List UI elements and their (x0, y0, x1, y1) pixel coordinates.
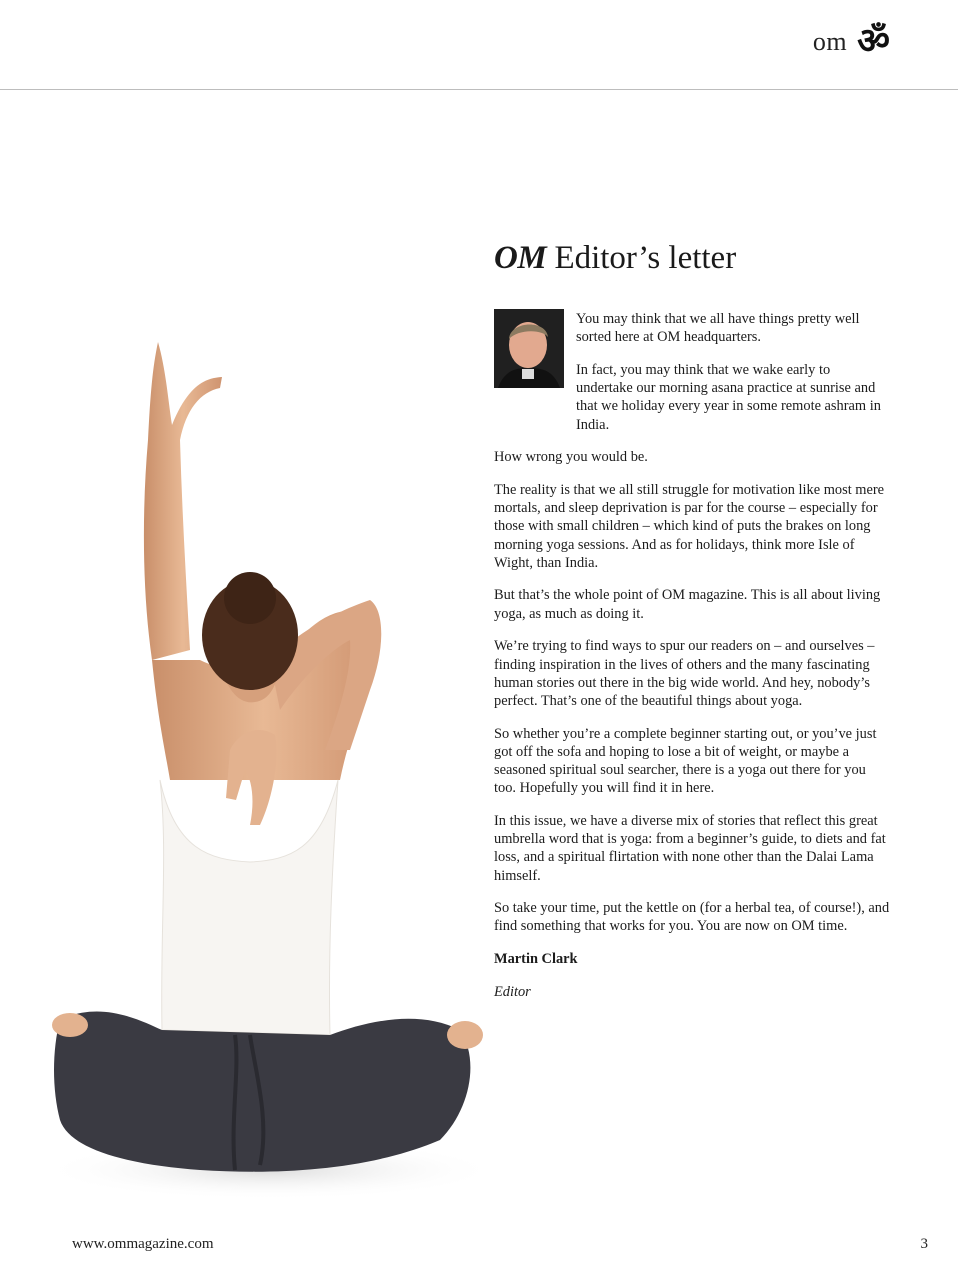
title-emphasis: OM (494, 240, 547, 276)
masthead (812, 21, 890, 62)
header-divider (0, 89, 958, 90)
letter-paragraph: We’re trying to find ways to spur our readers on – and ourselves – finding inspiration in the lives of others and the many fascinating human stories out there in the big wide world. And hey, nobody’s perfect. That’s one of the beautiful things about yoga. (494, 638, 875, 709)
letter-paragraph (494, 361, 890, 434)
letter-paragraph: In this issue, we have a diverse mix of stories that reflect this great umbrella word that is yoga: from a beginner’s guide, to diets and fat loss, and a spiritual flirtation with none other than the Dalai Lama himself. (494, 812, 886, 884)
signature-name: Martin Clark (494, 951, 578, 968)
tank-top (160, 780, 338, 1035)
page-number: 3 (920, 1236, 928, 1252)
letter-paragraph-text: In fact, you may think that we wake early to undertake our morning asana practice at sunrise and that we holiday every year in some remote ashram in India. (576, 361, 881, 433)
letter-paragraph: How wrong you would be. (494, 449, 648, 466)
letter-paragraph: But that’s the whole point of OM magazine. This is all about living yoga, as much as doing it. (494, 587, 881, 622)
yoga-woman-illustration (40, 330, 490, 1200)
hand-on-back (226, 730, 277, 825)
left-knee (52, 1013, 88, 1037)
hair-bun (224, 572, 276, 624)
title-rest: Editor’s letter (546, 240, 737, 276)
signature-role: Editor (494, 983, 531, 1000)
right-knee (447, 1021, 483, 1049)
editor-letter-body (494, 310, 890, 1016)
letter-paragraph: So take your time, put the kettle on (for a herbal tea, of course!), and find something that works for you. You are now on OM time. (494, 900, 890, 935)
footer-website-link[interactable]: www.ommagazine.com (72, 1236, 214, 1252)
letter-paragraph: So whether you’re a complete beginner starting out, or you’ve just got off the sofa and hoping to lose a bit of weight, or maybe a seasoned spiritual soul searcher, there is a yoga out there for you too. Hopefully you will find it in here. (494, 725, 877, 797)
om-symbol-icon: ॐ (857, 21, 890, 62)
letter-paragraph: The reality is that we all still struggle for motivation like most mere mortals, and sleep deprivation is par for the course – especially for those with small children – which kind of puts the brakes on long morning yoga sessions. And as for holidays, think more Isle of Wight, than India. (494, 481, 885, 571)
masthead-brand: om (812, 27, 848, 56)
article-title (494, 240, 736, 277)
letter-paragraph: You may think that we all have things pretty well sorted here at OM headquarters. (576, 311, 860, 346)
